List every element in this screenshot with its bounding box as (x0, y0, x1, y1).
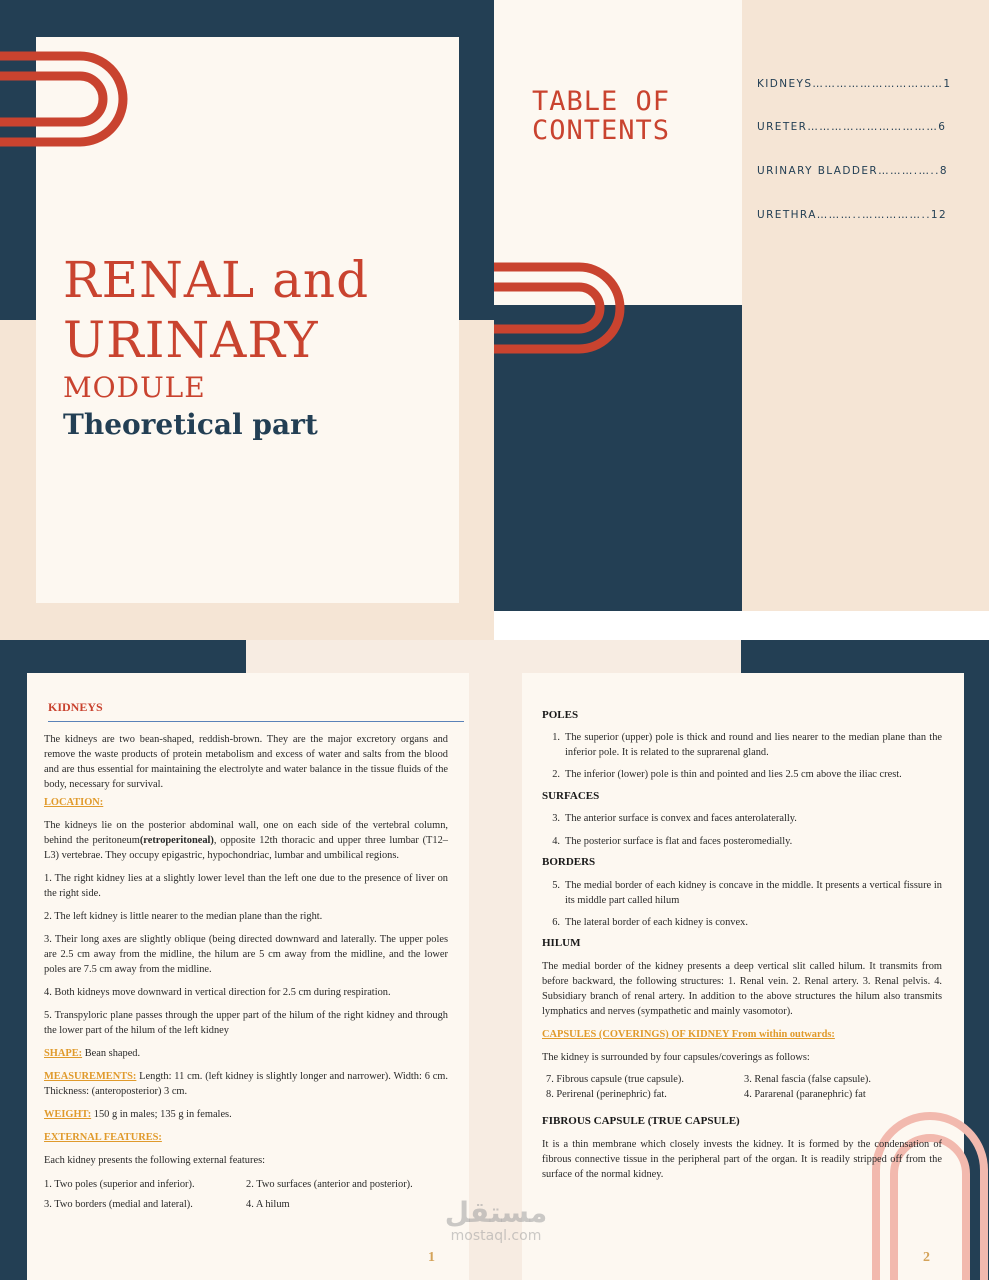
borders-heading: BORDERS (542, 856, 596, 868)
surfaces-heading: SURFACES (542, 790, 600, 802)
features-row-1 (44, 1177, 448, 1192)
watermark (434, 1198, 558, 1244)
cover-subtitle: Theoretical part (63, 408, 318, 441)
hilum-heading: HILUM (542, 937, 581, 949)
cover-module: MODULE (63, 371, 206, 404)
watermark-arabic: مستقل (444, 1196, 548, 1229)
fibrous-capsule-text: It is a thin membrane which closely invests the kidney. It is formed by the condensation of fibrous connective tissue in the peripheral part of the organ. It is readily stripped off from the surface of the normal kidney. (542, 1139, 942, 1180)
capsules-label: CAPSULES (COVERINGS) OF KIDNEY From within outwards: (542, 1029, 835, 1040)
capsule-4: 4. Pararenal (paranephric) fat (744, 1089, 866, 1100)
page1-content (44, 700, 448, 1212)
shape-line: SHAPE: Bean shaped. (44, 1048, 141, 1059)
toc-title-line2: CONTENTS (532, 115, 671, 146)
weight-line: WEIGHT: 150 g in males; 135 g in females. (44, 1109, 232, 1120)
toc-entry-ureter[interactable]: URETER……………………………6 (757, 121, 947, 133)
pole-item-1: 1. The superior (upper) pole is thick and round and lies nearer to the median plane than the inferior pole. It is related to the suprarenal gland. (552, 732, 942, 758)
external-features-intro: Each kidney presents the following external features: (44, 1155, 266, 1166)
border-item-6: 6. The lateral border of each kidney is convex. (552, 917, 748, 928)
capsule-3: 8. Perirenal (perinephric) fat. (546, 1089, 667, 1100)
page2-number: 2 (923, 1250, 930, 1265)
toc-entry-kidneys[interactable]: KIDNEYS……………………………1 (757, 78, 952, 90)
point-3: 3. Their long axes are slightly oblique (being directed downward and laterally. The upper poles are 2.5 cm away from the midline, the hilum are 5 cm away from the midline, and the lower poles are 7.5 cm away from the midline. (44, 934, 448, 975)
feature-1: 1. Two poles (superior and inferior). (44, 1179, 195, 1190)
point-2: 2. The left kidney is little nearer to the median plane than the right. (44, 911, 323, 922)
page1-number: 1 (428, 1250, 435, 1265)
features-row-2 (44, 1197, 448, 1212)
feature-4: 4. A hilum (246, 1199, 290, 1210)
feature-3: 3. Two borders (medial and lateral). (44, 1199, 193, 1210)
point-5: 5. Transpyloric plane passes through the upper part of the hilum of the right kidney and through the lower part of the hilum of the left kidney (44, 1010, 448, 1036)
poles-heading: POLES (542, 709, 579, 721)
toc-title-line1: TABLE OF (532, 86, 671, 117)
toc-white-strip (494, 611, 989, 640)
toc-title (532, 87, 670, 145)
toc-cream-panel (494, 0, 742, 305)
kidneys-intro: The kidneys are two bean-shaped, reddish-brown. They are the major excretory organs and remove the waste products of protein metabolism and excess of water and salts from the blood and are thus essential for maintaining the electrolyte and water balance in the tissue fluids of the body, necessary for survival. (44, 734, 448, 790)
feature-2: 2. Two surfaces (anterior and posterior). (246, 1179, 413, 1190)
toc-entry-urethra[interactable]: URETHRA………..……………..12 (757, 209, 948, 221)
toc-entry-urinary-bladder[interactable]: URINARY BLADDER……….…..8 (757, 165, 948, 177)
external-features-label: EXTERNAL FEATURES: (44, 1132, 162, 1143)
fibrous-capsule-heading: FIBROUS CAPSULE (TRUE CAPSULE) (542, 1115, 740, 1127)
cover-title-line1: RENAL and (63, 251, 370, 309)
kidneys-heading: KIDNEYS (48, 700, 464, 722)
capsules-row-1 (542, 1072, 942, 1087)
location-label: LOCATION: (44, 797, 104, 808)
point-4: 4. Both kidneys move downward in vertical direction for 2.5 cm during respiration. (44, 987, 391, 998)
cover-title-line2: URINARY (63, 311, 319, 369)
cover-arch-decoration (0, 50, 135, 148)
pole-item-2: 2. The inferior (lower) pole is thin and pointed and lies 2.5 cm above the iliac crest. (552, 769, 902, 780)
surface-item-4: 4. The posterior surface is flat and faces posteromedially. (552, 836, 793, 847)
measurements-line: MEASUREMENTS: Length: 11 cm. (left kidney is slightly longer and narrower). Width: 6 cm. Thickness: (anteroposterior) 3 cm. (44, 1071, 448, 1097)
capsules-intro: The kidney is surrounded by four capsules/coverings as follows: (542, 1052, 810, 1063)
point-1: 1. The right kidney lies at a slightly lower level than the left one due to the presence of liver on the right side. (44, 873, 448, 899)
watermark-latin: mostaql.com (450, 1228, 542, 1244)
location-text: The kidneys lie on the posterior abdominal wall, one on each side of the vertebral column, behind the peritoneum(retroperitoneal), opposite 12th thoracic and upper three lumbar (T12–L3) vertebrae. They occupy epigastric, hypochondriac, lumbar and umbilical regions. (44, 820, 448, 861)
border-item-5: 5. The medial border of each kidney is concave in the middle. It presents a vertical fissure in its middle part called hilum (552, 880, 942, 906)
page2-content (542, 708, 942, 1182)
capsules-row-2 (542, 1087, 942, 1102)
capsule-2: 3. Renal fascia (false capsule). (744, 1074, 871, 1085)
capsule-1: 7. Fibrous capsule (true capsule). (546, 1074, 684, 1085)
surface-item-3: 3. The anterior surface is convex and faces anterolaterally. (552, 813, 797, 824)
toc-arch-decoration (494, 262, 629, 354)
hilum-text: The medial border of the kidney presents a deep vertical slit called hilum. It transmits from before backward, the following structures: 1. Renal vein. 2. Renal artery. 3. Renal pelvis. 4. Subsidiary branch of renal artery. In addition to the above structures the hilum also transmits lymphatics and nerves (sympathetic and mainly vasomotor). (542, 961, 942, 1017)
